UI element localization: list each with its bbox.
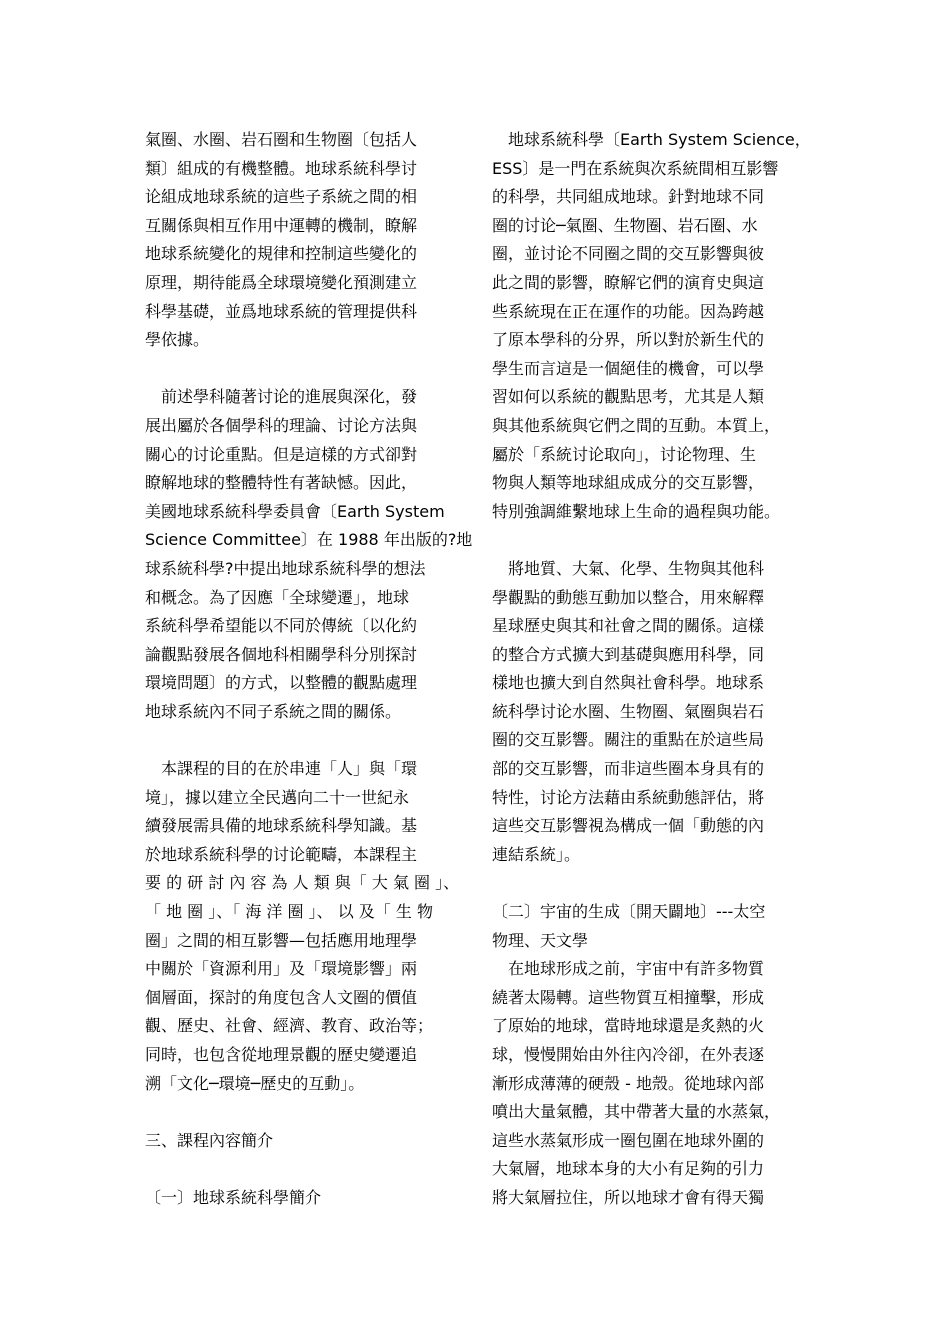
text-line: 系統科學希望能以不同於傳統〔以化約 (145, 616, 418, 636)
text-line: 〔二〕宇宙的生成〔開天闢地〕---太空 (492, 902, 766, 922)
text-line: 部的交互影響，而非這些圈本身具有的 (492, 759, 765, 779)
text-line: 觀、歷史、社會、經濟、教育、政治等； (145, 1016, 434, 1036)
text-line: 溯「文化─環境─歷史的互動」。 (145, 1073, 365, 1093)
text-line: 球，慢慢開始由外往內冷卻，在外表逐 (492, 1045, 765, 1064)
paragraph-earth-formation (492, 955, 812, 1212)
text-line: 在地球形成之前，宇宙中有許多物質 (492, 959, 765, 979)
text-line: 連結系統」。 (492, 844, 581, 864)
text-line: 習如何以系統的觀點思考，尤其是人類 (492, 387, 765, 407)
text-line: 互關係與相互作用中運轉的機制，瞭解 (145, 215, 418, 235)
right-column (492, 126, 812, 1213)
section-heading: 三、課程內容簡介 (145, 1130, 274, 1150)
text-line: 續發展需具備的地球系統科學知識。基 (145, 816, 418, 836)
text-line: 論觀點發展各個地科相關學科分別探討 (145, 644, 418, 664)
text-line: 統科學讨论水圈、生物圈、氣圈與岩石 (492, 701, 765, 721)
text-line: 學依據。 (145, 330, 210, 350)
paragraph-discipline-development (145, 383, 473, 726)
left-column (145, 126, 473, 1213)
subsection-heading-universe (492, 898, 812, 955)
text-line: 科學基礎，並爲地球系統的管理提供科 (145, 301, 418, 321)
text-line: 特性，讨论方法藉由系統動態評估，將 (492, 787, 765, 807)
text-line: 原理，期待能爲全球環境變化預測建立 (145, 272, 418, 292)
paragraph-course-purpose (145, 755, 465, 1098)
text-line: ESS〕是一門在系統與次系統間相互影響 (492, 158, 779, 178)
text-line: 屬於「系統讨论取向」，讨论物理、生 (492, 444, 757, 464)
text-line: 繞著太陽轉。這些物質互相撞擊，形成 (492, 987, 765, 1007)
subsection-heading: 〔一〕地球系統科學簡介 (145, 1187, 322, 1207)
text-line: 的整合方式擴大到基礎與應用科學，同 (492, 644, 765, 664)
text-line: 地球系統變化的規律和控制這些變化的 (145, 244, 418, 264)
text-line: 瞭解地球的整體特性有著缺憾。因此， (145, 473, 418, 493)
text-line: 圈的交互影響。關注的重點在於這些局 (492, 730, 765, 750)
text-line: 境」，據以建立全民邁向二十一世紀永 (145, 787, 410, 807)
text-line: 论組成地球系統的這些子系統之間的相 (145, 187, 418, 207)
text-line: 氣圈、水圈、岩石圈和生物圈〔包括人 (145, 130, 418, 149)
text-line: Science Committee〕在 1988 年出版的?地 (145, 530, 473, 550)
text-line: 本課程的目的在於串連「人」與「環 (145, 759, 418, 779)
text-line: 些系統現在正在運作的功能。因為跨越 (492, 301, 765, 321)
text-line: 同時，也包含從地理景觀的歷史變遷追 (145, 1045, 418, 1064)
text-line: 「 地 圈 」、「 海 洋 圈 」、 以 及「 生 物 (145, 902, 433, 922)
text-line: 美國地球系統科學委員會〔Earth System (145, 501, 445, 521)
text-line: 要 的 研 討 內 容 為 人 類 與「 大 氣 圈 」、 (145, 873, 460, 893)
text-line: 此之間的影響，瞭解它們的演育史與這 (492, 272, 765, 292)
text-line: 學觀點的動態互動加以整合，用來解釋 (492, 587, 765, 607)
text-line: 星球歷史與其和社會之間的關係。這樣 (492, 616, 765, 636)
text-line: 了原本學科的分界，所以對於新生代的 (492, 330, 765, 350)
text-line: 關心的讨论重點。但是這樣的方式卻對 (145, 444, 418, 464)
text-line: 的科學，共同組成地球。針對地球不同 (492, 187, 765, 207)
paragraph-earth-system-intro (145, 126, 465, 355)
text-line: 這些水蒸氣形成一圈包圍在地球外圍的 (492, 1130, 765, 1150)
text-line: 類〕組成的有機整體。地球系統科學讨 (145, 158, 418, 178)
text-line: 漸形成薄薄的硬殼 - 地殼。從地球內部 (492, 1073, 764, 1093)
text-line: 學生而言這是一個絕佳的機會，可以學 (492, 358, 765, 378)
text-line: 與其他系統與它們之間的互動。本質上， (492, 415, 781, 435)
paragraph-integration (492, 555, 812, 870)
text-line: 圈」之間的相互影響—包括應用地理學 (145, 930, 418, 950)
text-line: 將大氣層拉住，所以地球才會有得天獨 (492, 1187, 765, 1207)
text-line: 球系統科學?中提出地球系統科學的想法 (145, 558, 426, 578)
text-line: 環境問題〕的方式，以整體的觀點處理 (145, 673, 418, 693)
text-line: 噴出大量氣體，其中帶著大量的水蒸氣， (492, 1102, 781, 1122)
text-line: 前述學科隨著讨论的進展與深化，發 (145, 387, 418, 407)
text-line: 特別強調維繫地球上生命的過程與功能。 (492, 501, 781, 521)
text-line: 個層面，探討的角度包含人文圈的價值 (145, 987, 418, 1007)
text-line: 圈的讨论─氣圈、生物圈、岩石圈、水 (492, 215, 758, 235)
paragraph-ess-definition (492, 126, 812, 526)
text-line: 圈，並讨论不同圈之間的交互影響與彼 (492, 244, 765, 264)
text-line: 地球系統科學〔Earth System Science， (492, 130, 811, 149)
text-line: 了原始的地球，當時地球還是炙熱的火 (492, 1016, 765, 1036)
text-line: 物理、天文學 (492, 930, 589, 950)
text-line: 地球系統內不同子系統之間的關係。 (145, 701, 402, 721)
text-line: 物與人類等地球組成成分的交互影響， (492, 473, 765, 493)
text-line: 將地質、大氣、化學、生物與其他科 (492, 558, 765, 578)
text-line: 樣地也擴大到自然與社會科學。地球系 (492, 673, 765, 693)
text-line: 於地球系統科學的讨论範疇，本課程主 (145, 844, 418, 864)
text-line: 這些交互影響視為構成一個「動態的內 (492, 816, 765, 836)
text-line: 中關於「資源利用」及「環境影響」兩 (145, 959, 418, 979)
text-line: 和概念。為了因應「全球變遷」，地球 (145, 587, 410, 607)
text-line: 大氣層，地球本身的大小有足夠的引力 (492, 1159, 765, 1179)
text-line: 展出屬於各個學科的理論、讨论方法與 (145, 415, 418, 435)
